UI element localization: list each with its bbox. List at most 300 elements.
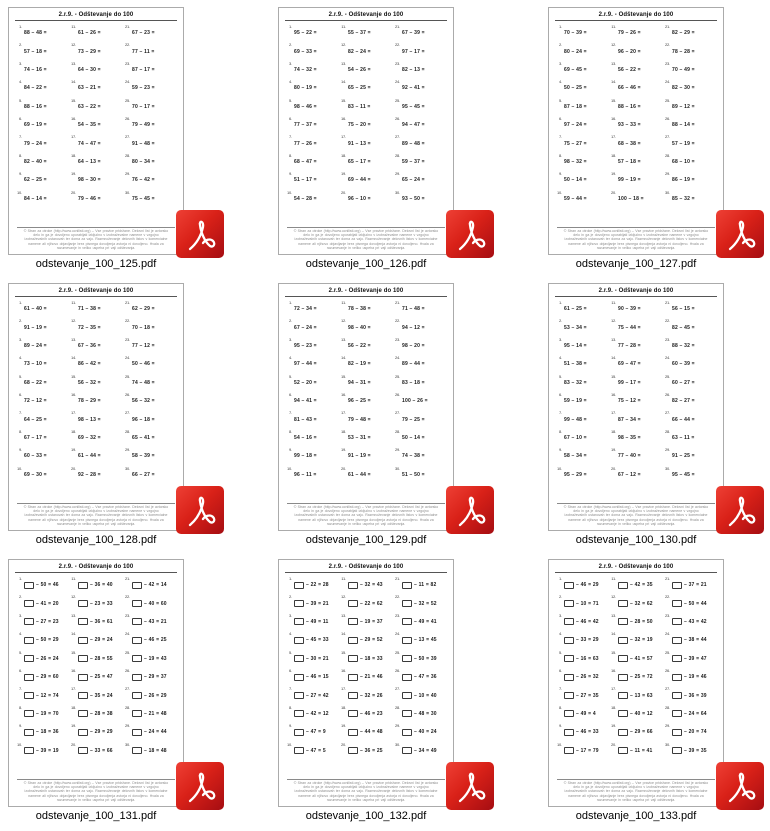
problem-number: 11. (71, 25, 76, 29)
problem-number: 1. (19, 577, 22, 581)
problem-expression: 82 – 30 = (672, 85, 695, 92)
problem-item (69, 668, 123, 686)
problem-number: 8. (19, 705, 22, 710)
problem-expression: – 49 = 4 (576, 710, 596, 717)
problem-number: 30. (395, 190, 400, 195)
problem-item (609, 134, 663, 152)
answer-box (348, 637, 358, 644)
problem-number: 10. (287, 190, 292, 195)
problem-expression: 95 – 45 = (402, 103, 425, 110)
problem-item (15, 318, 69, 336)
problem-item (555, 374, 609, 392)
problem-item (285, 466, 339, 484)
problem-item (123, 410, 177, 428)
answer-box (132, 729, 142, 736)
problem-item (69, 116, 123, 134)
problem-expression: – 42 = 14 (144, 582, 167, 589)
problem-item (69, 594, 123, 612)
answer-box (348, 747, 358, 754)
problem-item (339, 723, 393, 741)
problem-number: 23. (125, 613, 130, 618)
answer-box (672, 710, 682, 717)
problem-expression: 89 – 44 = (402, 361, 425, 368)
pdf-filename[interactable]: odstevanje_100_125.pdf (35, 258, 157, 270)
problem-number: 10. (17, 466, 22, 471)
problem-number: 26. (665, 668, 670, 673)
problem-item (555, 466, 609, 484)
problem-item (609, 466, 663, 484)
problem-item (663, 631, 717, 649)
worksheet-page (8, 7, 184, 255)
problem-number: 5. (559, 374, 562, 379)
problem-number: 7. (559, 411, 562, 416)
problem-number: 7. (289, 135, 292, 140)
problem-expression: 50 – 14 = (564, 177, 587, 184)
problem-item (339, 447, 393, 465)
worksheet-page (278, 283, 454, 531)
pdf-filename[interactable]: odstevanje_100_127.pdf (575, 258, 697, 270)
pdf-file-item[interactable] (548, 7, 724, 271)
problem-number: 29. (125, 724, 130, 729)
problem-item (123, 300, 177, 318)
worksheet-preview[interactable] (278, 7, 454, 255)
acrobat-swoosh-icon (446, 486, 494, 534)
problem-expression: 68 – 47 = (294, 158, 317, 165)
problem-number: 15. (611, 650, 616, 655)
problem-expression: – 32 = 62 (630, 600, 653, 607)
problem-expression: 77 – 40 = (618, 453, 641, 460)
problem-number: 25. (125, 98, 130, 103)
problem-number: 15. (71, 650, 76, 655)
answer-box (78, 637, 88, 644)
problem-item (555, 723, 609, 741)
problem-item (123, 466, 177, 484)
problem-expression: 70 – 39 = (564, 30, 587, 37)
problem-expression: 65 – 25 = (348, 85, 371, 92)
footer-divider (17, 779, 175, 780)
problem-expression: 95 – 23 = (294, 342, 317, 349)
acrobat-pdf-icon (176, 486, 224, 534)
problem-expression: 89 – 24 = (24, 342, 47, 349)
problem-number: 29. (665, 724, 670, 729)
problem-expression: 63 – 22 = (78, 103, 101, 110)
worksheet-page (278, 7, 454, 255)
problem-number: 30. (125, 466, 130, 471)
problem-item (663, 42, 717, 60)
problem-expression: 58 – 34 = (564, 453, 587, 460)
acrobat-pdf-icon (446, 762, 494, 810)
problem-item (15, 337, 69, 355)
problem-item (123, 742, 177, 760)
problem-number: 18. (341, 705, 346, 710)
problem-number: 3. (289, 613, 292, 618)
page-spacer (15, 484, 177, 503)
problem-number: 6. (559, 392, 562, 397)
problem-number: 4. (19, 356, 22, 361)
problem-item (663, 61, 717, 79)
problem-number: 23. (395, 61, 400, 66)
problem-item (555, 429, 609, 447)
problem-number: 23. (125, 337, 130, 342)
problem-item (663, 686, 717, 704)
problem-number: 19. (611, 172, 616, 177)
problem-expression: 72 – 12 = (24, 398, 47, 405)
problem-item (69, 374, 123, 392)
problem-item (123, 686, 177, 704)
problem-item (69, 686, 123, 704)
worksheet-preview[interactable] (548, 283, 724, 531)
problem-number: 11. (611, 301, 616, 305)
problem-expression: 51 – 17 = (294, 177, 317, 184)
problem-number: 6. (289, 116, 292, 121)
problem-expression: 87 – 18 = (564, 103, 587, 110)
problem-expression: – 29 = 29 (90, 729, 113, 736)
problem-item (123, 650, 177, 668)
problem-item (555, 24, 609, 42)
problem-item (609, 631, 663, 649)
worksheet-preview[interactable] (278, 283, 454, 531)
problem-number: 23. (125, 61, 130, 66)
problem-expression: 60 – 39 = (672, 361, 695, 368)
answer-box (78, 582, 88, 589)
problem-expression: – 26 = 32 (576, 674, 599, 681)
worksheet-title: 2.r.9. - Odštevanje do 100 (328, 12, 404, 18)
problem-expression: 98 – 35 = (618, 434, 641, 441)
problem-number: 14. (71, 632, 76, 637)
problem-item (69, 42, 123, 60)
problem-expression: 64 – 25 = (24, 416, 47, 423)
problem-expression: 70 – 18 = (132, 324, 155, 331)
problem-number: 12. (71, 595, 76, 600)
problem-number: 26. (125, 116, 130, 121)
problem-item (339, 576, 393, 594)
problem-expression: – 18 = 33 (360, 655, 383, 662)
problem-item (609, 723, 663, 741)
page-spacer (555, 208, 717, 227)
problem-expression: – 50 = 39 (414, 655, 437, 662)
answer-box (24, 674, 34, 681)
problem-expression: 88 – 14 = (672, 122, 695, 129)
problem-item (609, 79, 663, 97)
problem-number: 2. (559, 43, 562, 48)
problem-expression: 88 – 32 = (672, 342, 695, 349)
answer-box (618, 729, 628, 736)
problem-item (69, 355, 123, 373)
problem-expression: 74 – 48 = (132, 379, 155, 386)
problems-grid (285, 576, 447, 760)
problem-expression: 87 – 34 = (618, 416, 641, 423)
problem-expression: – 35 = 24 (90, 692, 113, 699)
pdf-filename[interactable]: odstevanje_100_132.pdf (305, 810, 427, 822)
problem-item (663, 116, 717, 134)
title-divider (285, 572, 447, 573)
problem-item (123, 723, 177, 741)
worksheet-preview[interactable] (8, 283, 184, 531)
problem-number: 2. (19, 595, 22, 600)
problem-expression: – 41 = 20 (36, 600, 59, 607)
problem-expression: 59 – 37 = (402, 158, 425, 165)
answer-box (294, 692, 304, 699)
problem-expression: – 41 = 57 (630, 655, 653, 662)
problem-number: 12. (341, 595, 346, 600)
problem-item (555, 742, 609, 760)
problem-item (123, 79, 177, 97)
acrobat-swoosh-icon (716, 210, 764, 258)
problem-expression: 77 – 12 = (132, 342, 155, 349)
worksheet-page (548, 559, 724, 807)
problem-number: 24. (395, 632, 400, 637)
problem-number: 14. (71, 80, 76, 85)
answer-box (348, 600, 358, 607)
answer-box (132, 637, 142, 644)
problem-number: 7. (559, 135, 562, 140)
problem-expression: 69 – 33 = (294, 48, 317, 55)
problem-number: 1. (559, 577, 562, 581)
problem-item (123, 668, 177, 686)
problem-expression: 71 – 48 = (402, 306, 425, 313)
pdf-file-item[interactable] (8, 7, 184, 271)
problem-number: 3. (559, 613, 562, 618)
problem-expression: 55 – 37 = (348, 30, 371, 37)
problem-expression: 72 – 34 = (294, 306, 317, 313)
problem-item (609, 42, 663, 60)
problem-number: 16. (71, 392, 76, 397)
problem-number: 8. (289, 429, 292, 434)
problem-item (555, 318, 609, 336)
problem-item (609, 374, 663, 392)
problem-item (609, 410, 663, 428)
problem-expression: – 20 = 74 (684, 729, 707, 736)
problem-item (609, 171, 663, 189)
problem-expression: 91 – 19 = (24, 324, 47, 331)
answer-box (294, 618, 304, 625)
problem-expression: 69 – 44 = (348, 177, 371, 184)
problem-item (285, 98, 339, 116)
problem-number: 8. (559, 429, 562, 434)
pdf-file-item[interactable] (548, 283, 724, 547)
problem-expression: 61 – 25 = (564, 306, 587, 313)
problem-expression: – 27 = 23 (36, 618, 59, 625)
pdf-filename[interactable]: odstevanje_100_129.pdf (305, 534, 427, 546)
problem-number: 24. (125, 632, 130, 637)
problem-expression: 67 – 10 = (564, 434, 587, 441)
problem-item (339, 337, 393, 355)
problem-number: 20. (71, 190, 76, 195)
problem-item (15, 171, 69, 189)
problem-number: 7. (19, 687, 22, 692)
answer-box (348, 692, 358, 699)
answer-box (132, 655, 142, 662)
problem-number: 16. (341, 116, 346, 121)
problem-item (69, 318, 123, 336)
problem-item (555, 79, 609, 97)
problem-expression: 94 – 12 = (402, 324, 425, 331)
problem-number: 18. (341, 429, 346, 434)
answer-box (402, 582, 412, 589)
problem-number: 7. (559, 687, 562, 692)
answer-box (294, 582, 304, 589)
problem-item (123, 153, 177, 171)
problem-item (123, 116, 177, 134)
worksheet-preview[interactable] (548, 7, 724, 255)
problem-expression: 82 – 19 = (348, 361, 371, 368)
problem-expression: – 25 = 47 (90, 674, 113, 681)
pdf-filename[interactable]: odstevanje_100_126.pdf (305, 258, 427, 270)
problem-item (69, 631, 123, 649)
problem-expression: 60 – 33 = (24, 453, 47, 460)
problem-item (339, 668, 393, 686)
problem-number: 17. (611, 687, 616, 692)
problem-number: 4. (289, 356, 292, 361)
problem-number: 8. (19, 429, 22, 434)
problem-item (69, 337, 123, 355)
problem-number: 22. (125, 595, 130, 600)
footer-divider (287, 227, 445, 228)
problem-expression: – 16 = 63 (576, 655, 599, 662)
problem-item (663, 594, 717, 612)
problem-number: 13. (341, 613, 346, 618)
problem-item (69, 134, 123, 152)
problem-item (285, 392, 339, 410)
problem-number: 25. (395, 98, 400, 103)
acrobat-swoosh-icon (446, 762, 494, 810)
problem-item (339, 98, 393, 116)
problem-expression: 50 – 46 = (132, 361, 155, 368)
answer-box (672, 692, 682, 699)
pdf-file-item[interactable] (278, 283, 454, 547)
worksheet-preview[interactable] (278, 559, 454, 807)
problem-expression: – 50 = 44 (684, 600, 707, 607)
problem-number: 30. (665, 742, 670, 747)
problem-number: 25. (665, 650, 670, 655)
pdf-filename[interactable]: odstevanje_100_133.pdf (575, 810, 697, 822)
problems-grid (15, 576, 177, 760)
problem-number: 1. (559, 301, 562, 305)
problem-expression: – 29 = 66 (630, 729, 653, 736)
problem-expression: 88 – 16 = (24, 103, 47, 110)
problem-expression: 63 – 11 = (672, 434, 695, 441)
problem-expression: – 28 = 38 (90, 710, 113, 717)
problem-item (663, 134, 717, 152)
problem-item (69, 153, 123, 171)
problem-number: 13. (341, 61, 346, 66)
problem-number: 4. (19, 632, 22, 637)
answer-box (618, 692, 628, 699)
page-spacer (15, 208, 177, 227)
problem-item (393, 429, 447, 447)
pdf-filename[interactable]: odstevanje_100_128.pdf (35, 534, 157, 546)
problem-item (555, 98, 609, 116)
answer-box (132, 600, 142, 607)
problem-item (555, 594, 609, 612)
problem-number: 20. (611, 466, 616, 471)
problem-item (285, 668, 339, 686)
problem-item (393, 190, 447, 208)
problem-expression: 51 – 50 = (402, 471, 425, 478)
pdf-filename[interactable]: odstevanje_100_131.pdf (35, 810, 157, 822)
problem-item (69, 613, 123, 631)
problem-item (285, 355, 339, 373)
problem-expression: 88 – 48 = (24, 30, 47, 37)
problem-expression: 67 – 17 = (24, 434, 47, 441)
problem-number: 21. (125, 25, 130, 29)
problem-item (69, 392, 123, 410)
problem-item (15, 594, 69, 612)
problem-item (393, 337, 447, 355)
problem-expression: 79 – 48 = (348, 416, 371, 423)
problem-item (15, 190, 69, 208)
pdf-filename[interactable]: odstevanje_100_130.pdf (575, 534, 697, 546)
problem-item (663, 318, 717, 336)
problem-number: 6. (19, 668, 22, 673)
problem-expression: – 46 = 42 (576, 618, 599, 625)
worksheet-preview[interactable] (548, 559, 724, 807)
problems-grid (555, 24, 717, 208)
footer-divider (557, 227, 715, 228)
problem-expression: – 25 = 72 (630, 674, 653, 681)
problem-expression: 67 – 23 = (132, 30, 155, 37)
problem-expression: – 43 = 42 (684, 618, 707, 625)
problem-number: 7. (19, 411, 22, 416)
problem-number: 19. (611, 724, 616, 729)
problem-item (123, 24, 177, 42)
problem-expression: 84 – 14 = (24, 195, 47, 202)
pdf-file-item[interactable] (278, 559, 454, 823)
problem-number: 5. (289, 98, 292, 103)
problem-number: 20. (341, 190, 346, 195)
problem-item (663, 24, 717, 42)
problem-item (555, 631, 609, 649)
problem-item (69, 300, 123, 318)
footer-fineprint: © Stran za otroke (http://www.ucnilisti.org) – Vse pravice pridržane. Delovni list je avtorsko delo in ga je dovoljeno uporabljati izključno v izobraževalne namene v vzgojno izobraževalnih ustanovah ter doma za vajo. Razmnoževanje delovnih listov v komercialne namene ali njihovo objavljanje brez pisnega dovoljenja avtorja ni dovoljeno. Hvala za razumevanje in veliko uspeha pri vaji odštevanja. (293, 780, 439, 802)
worksheet-preview[interactable] (8, 7, 184, 255)
title-divider (555, 20, 717, 21)
pdf-file-item[interactable] (278, 7, 454, 271)
worksheet-preview[interactable] (8, 559, 184, 807)
problem-expression: – 19 = 43 (144, 655, 167, 662)
problem-item (69, 98, 123, 116)
footer-divider (557, 779, 715, 780)
pdf-file-item[interactable] (8, 283, 184, 547)
answer-box (402, 655, 412, 662)
problem-expression: – 47 = 9 (306, 729, 326, 736)
problem-item (555, 650, 609, 668)
pdf-file-item[interactable] (548, 559, 724, 823)
problem-item (15, 466, 69, 484)
problem-item (285, 686, 339, 704)
problem-number: 24. (125, 356, 130, 361)
problem-item (285, 374, 339, 392)
problem-expression: 78 – 28 = (672, 48, 695, 55)
problem-expression: 53 – 31 = (348, 434, 371, 441)
problem-expression: 83 – 18 = (402, 379, 425, 386)
pdf-file-item[interactable] (8, 559, 184, 823)
answer-box (24, 582, 34, 589)
problem-expression: 74 – 32 = (294, 66, 317, 73)
answer-box (78, 729, 88, 736)
page-spacer (15, 760, 177, 779)
problem-expression: 66 – 27 = (132, 471, 155, 478)
problem-item (339, 742, 393, 760)
answer-box (24, 600, 34, 607)
worksheet-title: 2.r.9. - Odštevanje do 100 (598, 288, 674, 294)
problem-number: 4. (559, 356, 562, 361)
problem-item (285, 116, 339, 134)
problem-number: 28. (395, 153, 400, 158)
problem-expression: – 33 = 66 (90, 747, 113, 754)
answer-box (348, 710, 358, 717)
footer-fineprint: © Stran za otroke (http://www.ucnilisti.org) – Vse pravice pridržane. Delovni list je avtorsko delo in ga je dovoljeno uporabljati izključno v izobraževalne namene v vzgojno izobraževalnih ustanovah ter doma za vajo. Razmnoževanje delovnih listov v komercialne namene ali njihovo objavljanje brez pisnega dovoljenja avtorja ni dovoljeno. Hvala za razumevanje in veliko uspeha pri vaji odštevanja. (563, 504, 709, 526)
